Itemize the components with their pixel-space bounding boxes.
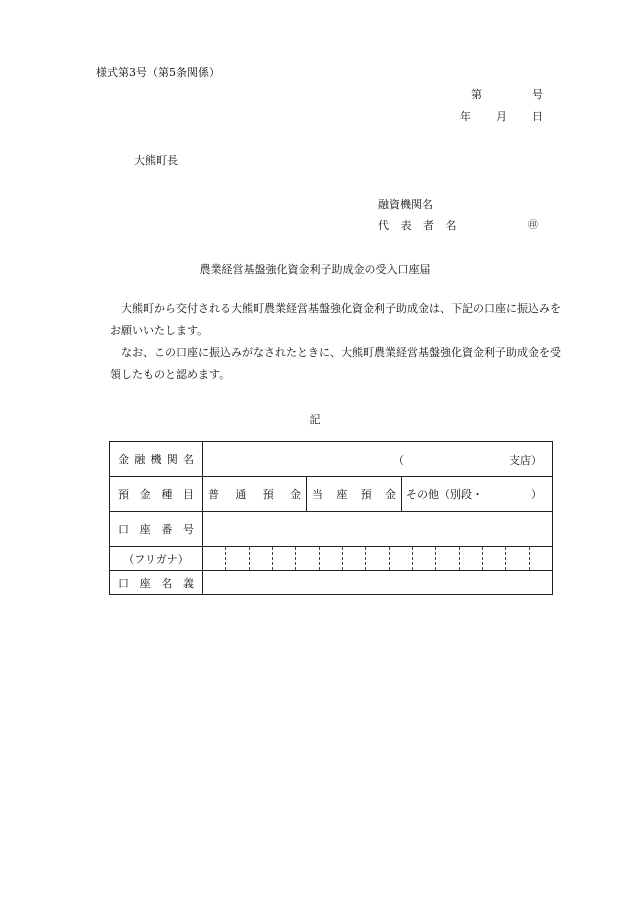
addressee: 大熊町長 xyxy=(134,154,178,167)
body-paragraph-2 xyxy=(110,342,570,386)
label-char: 金 xyxy=(118,453,129,466)
body-paragraph-1 xyxy=(110,298,570,342)
form-number: 様式第3号（第5条関係） xyxy=(96,66,220,79)
label-char: 関 xyxy=(166,453,178,466)
label-char: 目 xyxy=(182,488,194,501)
paren-open: （ xyxy=(393,454,404,467)
deposit-type-label-cell xyxy=(110,477,203,512)
label-char: 預 xyxy=(118,488,129,501)
account-table xyxy=(109,441,553,595)
account-number-input-cell[interactable] xyxy=(203,512,553,547)
number-suffix: 号 xyxy=(532,88,543,101)
label-char: 号 xyxy=(182,523,194,536)
option-char: 普 xyxy=(208,488,219,501)
label-char: 機 xyxy=(150,453,162,466)
label-char: 名 xyxy=(183,453,194,466)
label-char: 義 xyxy=(182,576,194,590)
kana-box[interactable] xyxy=(460,547,483,570)
institution-input-cell[interactable] xyxy=(203,442,553,477)
furigana-label-cell xyxy=(110,547,203,571)
institution-label-cell xyxy=(110,442,203,477)
label-char: 融 xyxy=(134,453,146,466)
kana-box[interactable] xyxy=(273,547,296,570)
kana-box[interactable] xyxy=(226,547,249,570)
furigana-input-cell[interactable] xyxy=(203,547,553,571)
kana-box[interactable] xyxy=(413,547,436,570)
option-current-deposit[interactable] xyxy=(307,477,402,511)
document-title: 農業経営基盤強化資金利子助成金の受入口座届 xyxy=(199,263,431,276)
account-number-label-cell xyxy=(110,512,203,547)
representative-name-label: 代 表 者 名 xyxy=(378,219,461,232)
table-row-account-name xyxy=(110,571,553,595)
label-char: 番 xyxy=(161,523,173,536)
label-char: 口 xyxy=(118,576,129,590)
kana-box[interactable] xyxy=(390,547,413,570)
ki-heading: 記 xyxy=(309,413,321,426)
kana-box[interactable] xyxy=(203,547,226,570)
kana-box[interactable] xyxy=(506,547,529,570)
option-char: 金 xyxy=(289,488,301,501)
option-char: 座 xyxy=(336,488,348,501)
account-name-input-cell[interactable] xyxy=(203,571,553,595)
label-char: 金 xyxy=(139,488,151,501)
label-char: 名 xyxy=(161,576,173,590)
option-char: 当 xyxy=(312,488,323,501)
number-prefix: 第 xyxy=(471,88,482,101)
account-name-label-cell xyxy=(110,571,203,595)
table-row-deposit-type xyxy=(110,477,553,512)
branch-suffix: 支店） xyxy=(509,454,542,467)
label-char: 口 xyxy=(118,523,129,536)
option-char: 預 xyxy=(360,488,372,501)
table-row-furigana xyxy=(110,547,553,571)
option-char: 金 xyxy=(384,488,396,501)
body-paragraph-2-text: なお、この口座に振込みがなされたときに、大熊町農業経営基盤強化資金利子助成金を受領したものと認めます。 xyxy=(110,346,561,381)
furigana-label: （フリガナ） xyxy=(123,552,189,566)
label-char: 座 xyxy=(139,576,151,590)
option-other-close: ） xyxy=(531,488,542,501)
date-month: 月 xyxy=(496,110,507,123)
institution-name-label: 融資機関名 xyxy=(378,198,433,211)
table-row-account-number xyxy=(110,512,553,547)
kana-box[interactable] xyxy=(296,547,319,570)
table-row-institution xyxy=(110,442,553,477)
date-day: 日 xyxy=(532,110,543,123)
seal-mark: ㊞ xyxy=(528,220,538,231)
body-paragraph-1-text: 大熊町から交付される大熊町農業経営基盤強化資金利子助成金は、下記の口座に振込みをお願いいたします。 xyxy=(110,302,561,337)
kana-box[interactable] xyxy=(320,547,343,570)
option-other-label: その他（別段・ xyxy=(406,488,483,501)
kana-box[interactable] xyxy=(483,547,506,570)
option-char: 通 xyxy=(235,488,247,501)
kana-box[interactable] xyxy=(343,547,366,570)
kana-box[interactable] xyxy=(366,547,389,570)
kana-box[interactable] xyxy=(530,547,552,570)
option-other-deposit[interactable] xyxy=(402,477,552,511)
option-ordinary-deposit[interactable] xyxy=(203,477,307,511)
option-char: 預 xyxy=(262,488,274,501)
label-char: 種 xyxy=(161,488,173,501)
kana-box[interactable] xyxy=(436,547,459,570)
date-year: 年 xyxy=(460,110,471,123)
kana-box[interactable] xyxy=(250,547,273,570)
label-char: 座 xyxy=(139,523,151,536)
